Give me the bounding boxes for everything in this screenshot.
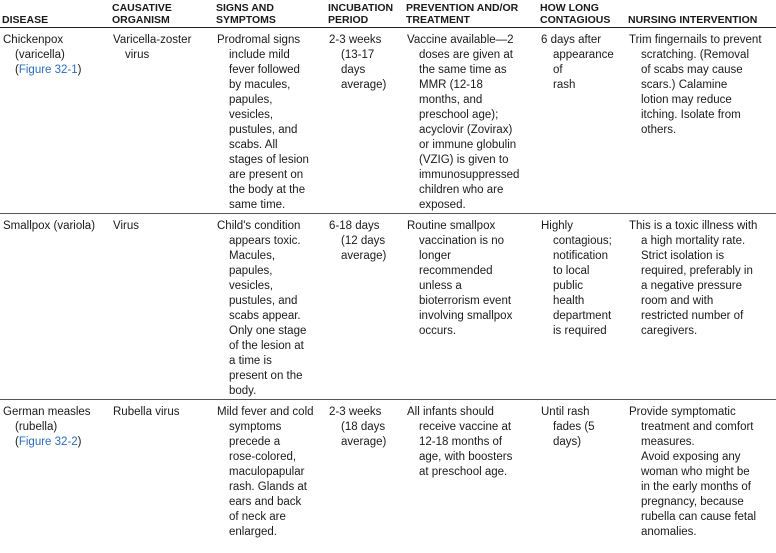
cell-line: public bbox=[553, 280, 584, 292]
cell-how-long-contagious bbox=[538, 214, 626, 400]
cell-line: Provide symptomatic bbox=[629, 406, 736, 418]
cell-line: others. bbox=[641, 124, 677, 136]
cell-line: body. bbox=[229, 385, 257, 397]
cell-line: occurs. bbox=[419, 325, 457, 337]
cell-line: Mild fever and cold bbox=[217, 406, 314, 418]
cell-line: average) bbox=[341, 436, 387, 448]
cell-line: ears and back bbox=[229, 496, 302, 508]
cell-line: days) bbox=[553, 436, 582, 448]
header-signs-symptoms bbox=[214, 0, 326, 28]
cell-line: immunosuppressed bbox=[419, 169, 520, 181]
header-line: CAUSATIVE bbox=[112, 2, 172, 14]
cell-line: 12-18 months of bbox=[419, 436, 503, 448]
cell-line: Routine smallpox bbox=[407, 220, 496, 232]
cell-line: unless a bbox=[419, 280, 462, 292]
cell-line: Child's condition bbox=[217, 220, 301, 232]
cell-nursing-intervention bbox=[626, 28, 776, 214]
cell-line: anomalies. bbox=[641, 526, 697, 538]
cell-disease bbox=[0, 28, 110, 214]
cell-disease bbox=[0, 214, 110, 400]
header-line: NURSING INTERVENTION bbox=[628, 14, 758, 26]
cell-line: notification bbox=[553, 250, 608, 262]
cell-line: are present on bbox=[229, 169, 304, 181]
cell-line: rubella can cause fetal bbox=[641, 511, 757, 523]
cell-line: 2-3 weeks bbox=[329, 406, 382, 418]
cell-line: papules, bbox=[229, 94, 273, 106]
cell-line: enlarged. bbox=[229, 526, 277, 538]
cell-causative-organism bbox=[110, 28, 214, 214]
disease-name-line: Chickenpox bbox=[3, 34, 64, 46]
cell-line: treatment and comfort bbox=[641, 421, 754, 433]
disease-name-line: (varicella) bbox=[15, 49, 65, 61]
header-line: SYMPTOMS bbox=[216, 14, 276, 26]
cell-incubation-period bbox=[326, 214, 404, 400]
cell-line: rash. Glands at bbox=[229, 481, 307, 493]
cell-line: health bbox=[553, 295, 585, 307]
cell-line: the body at the bbox=[229, 184, 306, 196]
header-line: HOW LONG bbox=[540, 2, 599, 14]
cell-line: virus bbox=[125, 49, 150, 61]
cell-line: is required bbox=[553, 325, 607, 337]
cell-line: (18 days bbox=[341, 421, 386, 433]
cell-line: 6-18 days bbox=[329, 220, 380, 232]
figure-reference bbox=[3, 63, 107, 78]
cell-line: Virus bbox=[113, 220, 139, 232]
cell-line: bioterrorism event bbox=[419, 295, 512, 307]
cell-disease bbox=[0, 400, 110, 544]
cell-line: by macules, bbox=[229, 79, 291, 91]
cell-line: vaccination is no bbox=[419, 235, 505, 247]
cell-line: preschool age); bbox=[419, 109, 499, 121]
cell-line: 2-3 weeks bbox=[329, 34, 382, 46]
cell-signs-symptoms bbox=[214, 214, 326, 400]
cell-line: Prodromal signs bbox=[217, 34, 301, 46]
table-row bbox=[0, 214, 776, 400]
cell-line: (12 days bbox=[341, 235, 386, 247]
cell-how-long-contagious bbox=[538, 28, 626, 214]
header-line: SIGNS AND bbox=[216, 2, 274, 14]
figure-reference bbox=[3, 435, 107, 450]
cell-line: rash bbox=[553, 79, 576, 91]
cell-line: receive vaccine at bbox=[419, 421, 512, 433]
cell-line: fever followed bbox=[229, 64, 300, 76]
cell-nursing-intervention bbox=[626, 214, 776, 400]
header-line: PREVENTION AND/OR bbox=[406, 2, 519, 14]
cell-line: fades (5 bbox=[553, 421, 595, 433]
cell-line: papules, bbox=[229, 265, 273, 277]
cell-line: recommended bbox=[419, 265, 493, 277]
cell-line: symptoms bbox=[229, 421, 282, 433]
cell-line: longer bbox=[419, 250, 451, 262]
cell-line: months, and bbox=[419, 94, 483, 106]
cell-line: children who are bbox=[419, 184, 504, 196]
cell-line: or immune globulin bbox=[419, 139, 517, 151]
cell-line: include mild bbox=[229, 49, 290, 61]
cell-line: pregnancy, because bbox=[641, 496, 744, 508]
cell-line: of the lesion at bbox=[229, 340, 304, 352]
header-nursing-intervention bbox=[626, 0, 776, 28]
cell-line: average) bbox=[341, 79, 387, 91]
disease-name-line: German measles bbox=[3, 406, 91, 418]
cell-line: restricted number of bbox=[641, 310, 744, 322]
cell-line: scratching. (Removal bbox=[641, 49, 750, 61]
header-line: ORGANISM bbox=[112, 14, 170, 26]
header-causative-organism bbox=[110, 0, 214, 28]
cell-line: All infants should bbox=[407, 406, 494, 418]
cell-line: measures. bbox=[641, 436, 695, 448]
header-line: CONTAGIOUS bbox=[540, 14, 611, 26]
header-incubation-period bbox=[326, 0, 404, 28]
cell-line: woman who might be bbox=[641, 466, 750, 478]
cell-line: average) bbox=[341, 250, 387, 262]
cell-line: a high mortality rate. bbox=[641, 235, 746, 247]
cell-line: of neck are bbox=[229, 511, 286, 523]
cell-line: scabs appear. bbox=[229, 310, 301, 322]
cell-signs-symptoms bbox=[214, 400, 326, 544]
cell-line: at preschool age. bbox=[419, 466, 508, 478]
disease-name-line: (rubella) bbox=[15, 421, 58, 433]
cell-line: rose-colored, bbox=[229, 451, 297, 463]
disease-name-line: Smallpox (variola) bbox=[3, 220, 96, 232]
cell-how-long-contagious bbox=[538, 400, 626, 544]
cell-nursing-intervention bbox=[626, 400, 776, 544]
cell-line: Vaccine available—2 bbox=[407, 34, 514, 46]
cell-line: Rubella virus bbox=[113, 406, 180, 418]
cell-line: Only one stage bbox=[229, 325, 307, 337]
cell-line: department bbox=[553, 310, 612, 322]
cell-line: itching. Isolate from bbox=[641, 109, 741, 121]
cell-line: precede a bbox=[229, 436, 281, 448]
cell-line: scars.) Calamine bbox=[641, 79, 728, 91]
cell-line: appears toxic. bbox=[229, 235, 301, 247]
cell-line: exposed. bbox=[419, 199, 466, 211]
cell-line: Avoid exposing any bbox=[641, 451, 741, 463]
cell-line: 6 days after bbox=[541, 34, 602, 46]
cell-line: of scabs may cause bbox=[641, 64, 743, 76]
cell-line: doses are given at bbox=[419, 49, 513, 61]
paren-close: ) bbox=[77, 436, 82, 448]
header-disease bbox=[0, 0, 110, 28]
cell-line: contagious; bbox=[553, 235, 612, 247]
cell-line: to local bbox=[553, 265, 590, 277]
cell-line: pustules, and bbox=[229, 124, 298, 136]
cell-line: lotion may reduce bbox=[641, 94, 732, 106]
header-line: TREATMENT bbox=[406, 14, 470, 26]
cell-line: in the early months of bbox=[641, 481, 751, 493]
cell-line: involving smallpox bbox=[419, 310, 513, 322]
cell-line: a negative pressure bbox=[641, 280, 743, 292]
paren-open: ( bbox=[15, 64, 19, 76]
cell-line: This is a toxic illness with bbox=[629, 220, 758, 232]
table-row bbox=[0, 28, 776, 214]
figure-link[interactable]: Figure 32-2 bbox=[18, 436, 78, 448]
cell-line: vesicles, bbox=[229, 109, 274, 121]
cell-line: required, preferably in bbox=[641, 265, 753, 277]
cell-line: vesicles, bbox=[229, 280, 274, 292]
cell-causative-organism bbox=[110, 214, 214, 400]
cell-line: acyclovir (Zovirax) bbox=[419, 124, 513, 136]
cell-signs-symptoms bbox=[214, 28, 326, 214]
cell-line: the same time as bbox=[419, 64, 507, 76]
cell-line: present on the bbox=[229, 370, 303, 382]
cell-incubation-period bbox=[326, 400, 404, 544]
header-line: INCUBATION bbox=[328, 2, 394, 14]
paren-open: ( bbox=[15, 436, 19, 448]
paren-close: ) bbox=[77, 64, 82, 76]
header-row bbox=[0, 0, 776, 28]
cell-line: a time is bbox=[229, 355, 272, 367]
cell-line: scabs. All bbox=[229, 139, 278, 151]
cell-line: stages of lesion bbox=[229, 154, 309, 166]
cell-causative-organism bbox=[110, 400, 214, 544]
cell-line: (13-17 bbox=[341, 49, 375, 61]
header-line: PERIOD bbox=[328, 14, 369, 26]
header-line: DISEASE bbox=[2, 14, 49, 26]
cell-line: caregivers. bbox=[641, 325, 698, 337]
header-prevention-treatment bbox=[404, 0, 538, 28]
cell-line: age, with boosters bbox=[419, 451, 513, 463]
cell-line: MMR (12-18 bbox=[419, 79, 483, 91]
cell-line: pustules, and bbox=[229, 295, 298, 307]
cell-line: room and with bbox=[641, 295, 714, 307]
cell-prevention-treatment bbox=[404, 214, 538, 400]
cell-line: Macules, bbox=[229, 250, 276, 262]
cell-prevention-treatment bbox=[404, 28, 538, 214]
cell-line: Until rash bbox=[541, 406, 590, 418]
cell-line: Varicella-zoster bbox=[113, 34, 192, 46]
cell-incubation-period bbox=[326, 28, 404, 214]
cell-line: Strict isolation is bbox=[641, 250, 725, 262]
cell-line: (VZIG) is given to bbox=[419, 154, 509, 166]
cell-line: Highly bbox=[541, 220, 573, 232]
figure-link[interactable]: Figure 32-1 bbox=[18, 64, 78, 76]
cell-prevention-treatment bbox=[404, 400, 538, 544]
cell-line: days bbox=[341, 64, 366, 76]
cell-line: Trim fingernails to prevent bbox=[629, 34, 762, 46]
cell-line: maculopapular bbox=[229, 466, 305, 478]
cell-line: appearance of bbox=[553, 49, 614, 76]
header-how-long-contagious bbox=[538, 0, 626, 28]
cell-line: same time. bbox=[229, 199, 286, 211]
table-row bbox=[0, 400, 776, 544]
